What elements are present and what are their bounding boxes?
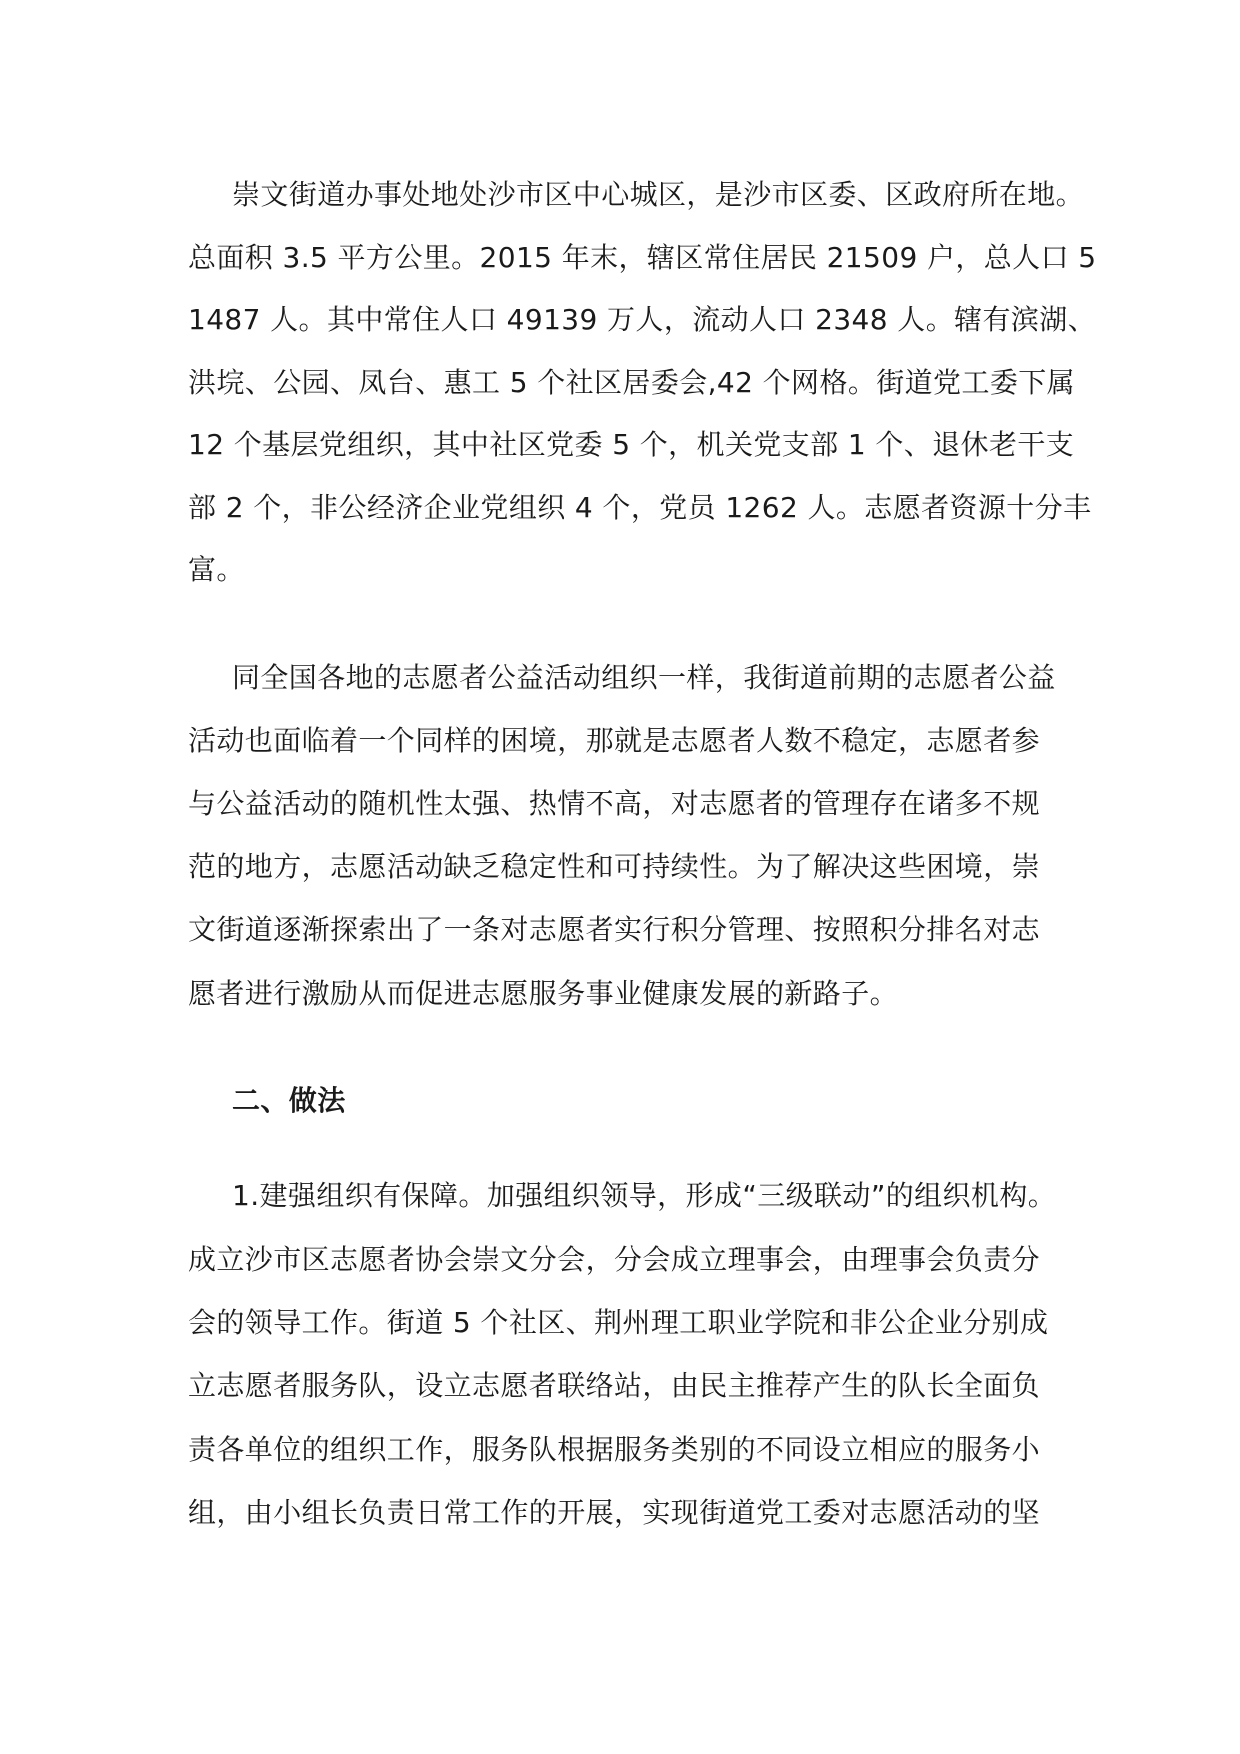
paragraph-2-line-4: 范的地方，志愿活动缺乏稳定性和可持续性。为了解决这些困境，崇 [188,850,1041,883]
paragraph-3-line-5: 责各单位的组织工作，服务队根据服务类别的不同设立相应的服务小 [188,1433,1041,1466]
paragraph-2-line-3: 与公益活动的随机性太强、热情不高，对志愿者的管理存在诸多不规 [188,787,1041,820]
section-heading: 二、做法 [232,1084,346,1117]
paragraph-1-line-5: 12 个基层党组织，其中社区党委 5 个，机关党支部 1 个、退休老干支 [188,428,1075,461]
paragraph-3-line-4: 立志愿者服务队，设立志愿者联络站，由民主推荐产生的队长全面负 [188,1369,1041,1402]
paragraph-1-line-1: 崇文街道办事处地处沙市区中心城区，是沙市区委、区政府所在地。 [232,178,1085,211]
paragraph-3-line-3: 会的领导工作。街道 5 个社区、荆州理工职业学院和非公企业分别成 [188,1306,1049,1339]
paragraph-1-line-7: 富。 [188,553,245,586]
paragraph-3-line-2: 成立沙市区志愿者协会崇文分会，分会成立理事会，由理事会负责分 [188,1243,1041,1276]
paragraph-3-line-1: 1.建强组织有保障。加强组织领导，形成“三级联动”的组织机构。 [232,1179,1057,1212]
paragraph-2-line-2: 活动也面临着一个同样的困境，那就是志愿者人数不稳定，志愿者参 [188,724,1041,757]
paragraph-1-line-4: 洪垸、公园、凤台、惠工 5 个社区居委会,42 个网格。街道党工委下属 [188,366,1076,399]
paragraph-1-line-3: 1487 人。其中常住人口 49139 万人，流动人口 2348 人。辖有滨湖、 [188,303,1097,336]
paragraph-3-line-6: 组，由小组长负责日常工作的开展，实现街道党工委对志愿活动的坚 [188,1496,1041,1529]
paragraph-1-line-6: 部 2 个，非公经济企业党组织 4 个，党员 1262 人。志愿者资源十分丰 [188,491,1092,524]
paragraph-2-line-5: 文街道逐渐探索出了一条对志愿者实行积分管理、按照积分排名对志 [188,913,1041,946]
paragraph-2-line-1: 同全国各地的志愿者公益活动组织一样，我街道前期的志愿者公益 [232,661,1056,694]
paragraph-2-line-6: 愿者进行激励从而促进志愿服务事业健康发展的新路子。 [188,977,899,1010]
paragraph-1-line-2: 总面积 3.5 平方公里。2015 年末，辖区常住居民 21509 户，总人口 5 [188,241,1097,274]
